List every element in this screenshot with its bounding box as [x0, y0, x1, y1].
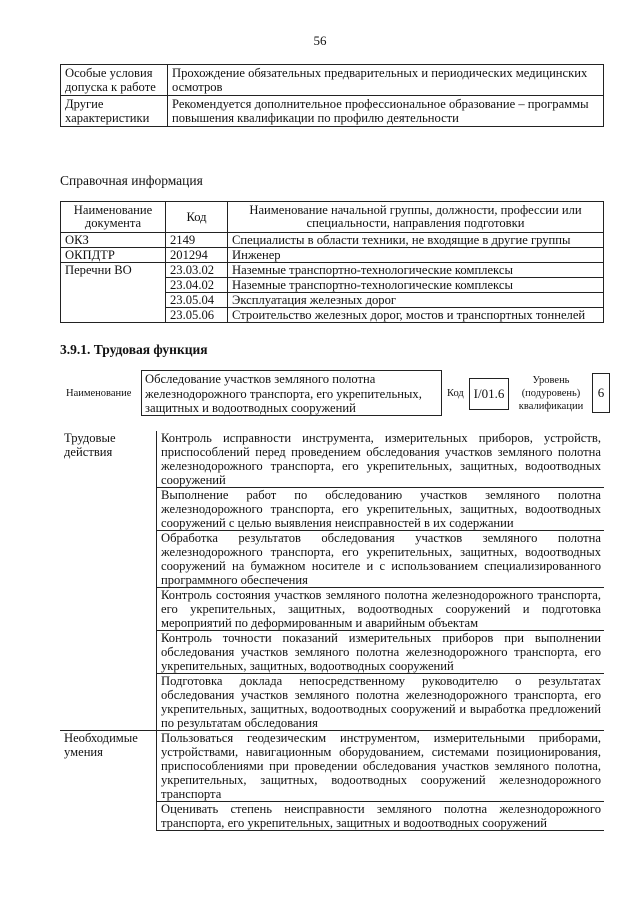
function-name-box: Обследование участков земляного полотна железнодорожного транспорта, его укрепительных, защитных и водоотводных сооружений [141, 370, 442, 416]
table-row [61, 233, 604, 248]
reference-table [60, 201, 604, 323]
doc-cell: ОКПДТР [61, 248, 166, 263]
column-header: Наименование начальной группы, должности, профессии или специальности, направления подготовки [228, 202, 604, 233]
condition-label: Особые условия допуска к работе [61, 65, 168, 96]
function-name-label: Наименование [66, 388, 132, 399]
function-code-label: Код [447, 388, 464, 399]
table-row [61, 248, 604, 263]
condition-label: Другие характеристики [61, 96, 168, 127]
table-row [60, 431, 604, 488]
name-cell: Наземные транспортно-технологические комплексы [228, 263, 604, 278]
table-row [61, 263, 604, 278]
code-cell: 23.03.02 [166, 263, 228, 278]
condition-value: Рекомендуется дополнительное профессиональное образование – программы повышения квалификации по профилю деятельности [168, 96, 604, 127]
skill-item: Пользоваться геодезическим инструментом, измерительными приборами, устройствами, навигационным оборудованием, системами позиционирования, приспособлениями при проведении обследования участков земляного полотна, укрепительных, защитных, водоотводных сооружений железнодорожного транспорта [157, 731, 605, 802]
table-row [60, 731, 604, 802]
section-title: 3.9.1. Трудовая функция [60, 342, 208, 357]
labor-action-item: Обработка результатов обследования участков земляного полотна железнодорожного транспорта, его укрепительных, защитных, водоотводных сооружений на бумажном носителе и с использованием специализированного программного обеспечения [157, 531, 605, 588]
function-header [60, 370, 612, 416]
function-level-label: Уровень (подуровень) квалификации [518, 375, 584, 412]
labor-action-item: Выполнение работ по обследованию участков земляного полотна железнодорожного транспорта, его укрепительных, защитных, водоотводных сооружений с целью выявления неисправностей в их содержании [157, 488, 605, 531]
skill-item: Оценивать степень неисправности земляного полотна железнодорожного транспорта, его укрепительных, защитных и водоотводных сооружений [157, 802, 605, 831]
labor-action-item: Контроль состояния участков земляного полотна железнодорожного транспорта, его укрепительных, защитных, водоотводных сооружений и подготовка мероприятий по деформированным и аварийным объектам [157, 588, 605, 631]
name-cell: Инженер [228, 248, 604, 263]
name-cell: Наземные транспортно-технологические комплексы [228, 278, 604, 293]
code-cell: 23.05.06 [166, 308, 228, 323]
conditions-table [60, 64, 604, 127]
reference-title: Справочная информация [60, 173, 203, 188]
name-cell: Специалисты в области техники, не входящие в другие группы [228, 233, 604, 248]
column-header: Наименование документа [61, 202, 166, 233]
condition-value: Прохождение обязательных предварительных и периодических медицинских осмотров [168, 65, 604, 96]
table-row [61, 96, 604, 127]
table-header-row [61, 202, 604, 233]
table-row [61, 65, 604, 96]
labor-action-item: Подготовка доклада непосредственному руководителю о результатах обследования участков земляного полотна железнодорожного транспорта, его укрепительных, защитных, водоотводных сооружений и выработка предложений по результатам обследования [157, 674, 605, 731]
name-cell: Строительство железных дорог, мостов и транспортных тоннелей [228, 308, 604, 323]
code-cell: 2149 [166, 233, 228, 248]
labor-actions-label: Трудовые действия [64, 431, 116, 459]
code-cell: 23.05.04 [166, 293, 228, 308]
code-cell: 23.04.02 [166, 278, 228, 293]
name-cell: Эксплуатация железных дорог [228, 293, 604, 308]
code-cell: 201294 [166, 248, 228, 263]
doc-cell: Перечни ВО [61, 263, 166, 323]
function-level-box: 6 [592, 373, 610, 413]
labor-action-item: Контроль точности показаний измерительных приборов при выполнении обследования участков земляного полотна железнодорожного транспорта, его укрепительных, защитных, водоотводных сооружений [157, 631, 605, 674]
function-code-box: I/01.6 [469, 378, 509, 410]
skills-label: Необходимые умения [60, 731, 157, 831]
actions-table [60, 431, 604, 831]
doc-cell: ОКЗ [61, 233, 166, 248]
column-header: Код [166, 202, 228, 233]
page-number: 56 [313, 33, 327, 48]
labor-action-item: Контроль исправности инструмента, измерительных приборов, устройств, приспособлений перед проведением обследования участков земляного полотна железнодорожного транспорта, его укрепительных, защитных, водоотводных сооружений [157, 431, 605, 488]
